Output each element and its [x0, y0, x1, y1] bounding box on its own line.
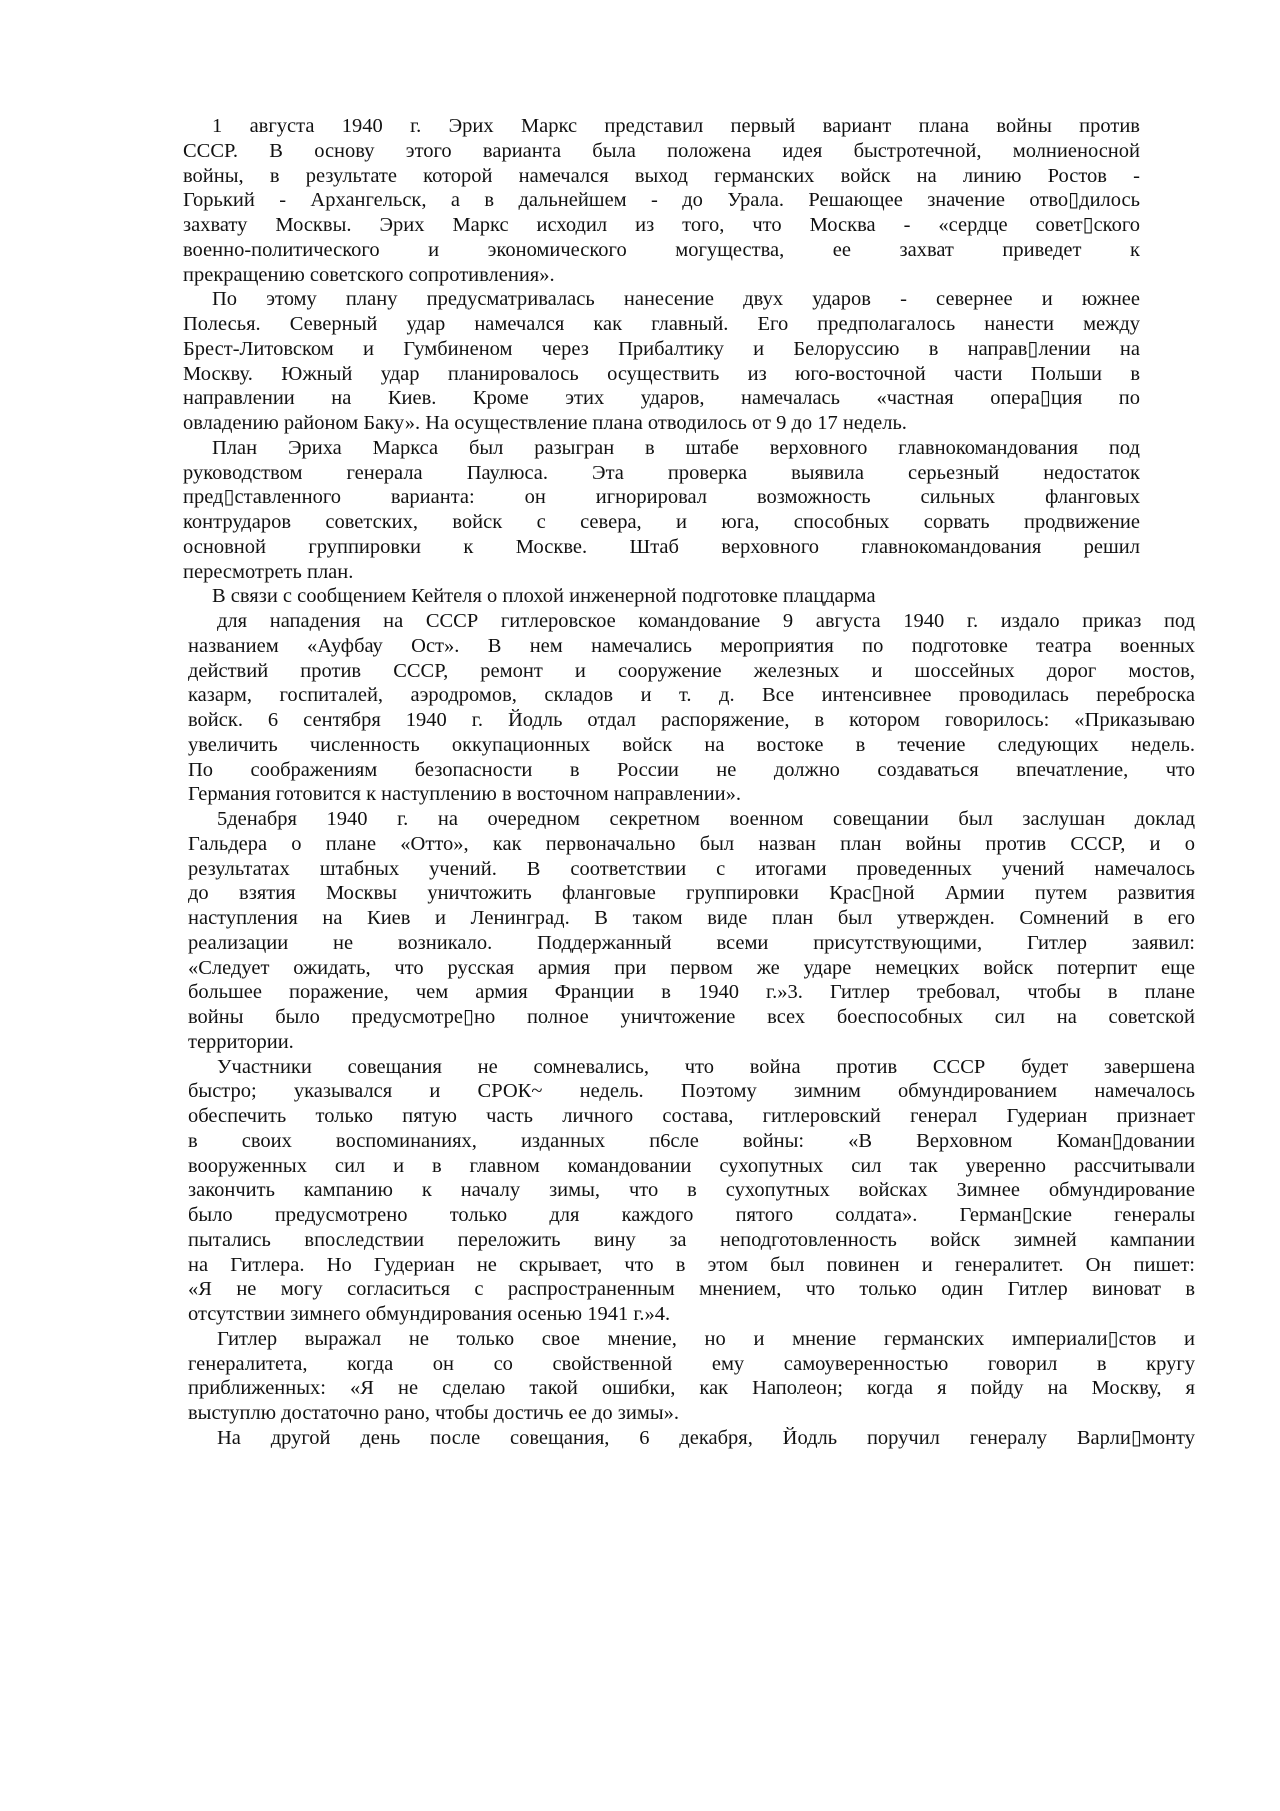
- text-line: овладению районом Баку». На осуществление плана отводилось от 9 до 17 недель.: [183, 412, 907, 434]
- text-line: руководством генерала Паулюса. Эта проверка выявила серьезный недостаток: [183, 461, 1140, 484]
- text-line: на Гитлера. Но Гудериан не скрывает, что в этом был повинен и генералитет. Он пишет:: [188, 1253, 1195, 1276]
- text-line: Германия готовится к наступлению в восточном направлении».: [188, 783, 741, 806]
- text-line: СССР. В основу этого варианта была положена идея быстротечной, молниеносной: [183, 139, 1140, 162]
- text-line: основной группировки к Москве. Штаб верховного главнокомандования решил: [183, 535, 1140, 558]
- text-line: пред▯ставленного варианта: он игнорировал возможность сильных фланговых: [183, 484, 1140, 509]
- text-line: наступления на Киев и Ленинград. В таком виде план был утвержден. Сомнений в его: [188, 907, 1195, 929]
- text-line: приближенных: «Я не сделаю такой ошибки, как Наполеон; когда я пойду на Москву, я: [188, 1377, 1195, 1400]
- text-line: выступлю достаточно рано, чтобы достичь ее до зимы».: [188, 1402, 679, 1424]
- text-line: «Я не могу согласиться с распространенным мнением, что только один Гитлер виноват в: [188, 1278, 1195, 1301]
- text-line: прекращению советского сопротивления».: [183, 263, 555, 286]
- text-line: до взятия Москвы уничтожить фланговые группировки Крас▯ной Армии путем развития: [188, 880, 1195, 905]
- text-line: 5денабря 1940 г. на очередном секретном военном совещании был заслушан доклад: [217, 808, 1195, 830]
- text-line: пытались впоследствии переложить вину за неподготовленность войск зимней кампании: [188, 1228, 1195, 1251]
- text-line: Горький - Архангельск, а в дальнейшем - до Урала. Решающее значение отво▯дилось: [183, 187, 1140, 212]
- text-line: захвату Москвы. Эрих Маркс исходил из того, что Москва - «сердце совет▯ского: [183, 212, 1140, 236]
- text-line: Гальдера о плане «Отто», как первоначально был назван план войны против СССР, и о: [188, 832, 1195, 855]
- text-line: войск. 6 сентября 1940 г. Йодль отдал распоряжение, в котором говорилось: «Приказываю: [188, 709, 1195, 731]
- missing-glyph-icon: ▯: [1068, 187, 1080, 212]
- text-line: Москву. Южный удар планировалось осуществить из юго-восточной части Польши в: [183, 362, 1140, 385]
- text-line: По соображениям безопасности в России не должно создаваться впечатление, что: [188, 758, 1195, 781]
- text-line: направлении на Киев. Кроме этих ударов, намечалась «частная опера▯ция по: [183, 385, 1140, 410]
- text-line: «Следует ожидать, что русская армия при первом же ударе немецких войск потерпит еще: [188, 956, 1195, 979]
- missing-glyph-icon: ▯: [1130, 1424, 1142, 1449]
- text-line: закончить кампанию к началу зимы, что в сухопутных войсках Зимнее обмундирование: [188, 1179, 1195, 1202]
- text-line: было предусмотрено только для каждого пятого солдата». Герман▯ские генералы: [188, 1202, 1195, 1226]
- text-line: войны, в результате которой намечался выход германских войск на линию Ростов -: [183, 164, 1140, 187]
- text-line: реализации не возникало. Поддержанный всеми присутствующими, Гитлер заявил:: [188, 931, 1195, 954]
- missing-glyph-icon: ▯: [223, 484, 235, 509]
- text-line: План Эриха Маркса был разыгран в штабе верховного главнокомандования под: [212, 436, 1140, 459]
- text-line: Гитлер выражал не только свое мнение, но и мнение германских империали▯стов и: [217, 1325, 1195, 1350]
- text-line: действий против СССР, ремонт и сооружение железных и шоссейных дорог мостов,: [188, 659, 1195, 682]
- text-line: отсутствии зимнего обмундирования осенью 1941 г.»4.: [188, 1303, 671, 1325]
- text-line: увеличить численность оккупационных войск на востоке в течение следующих недель.: [188, 733, 1195, 756]
- text-line: В связи с сообщением Кейтеля о плохой инженерной подготовке плацдарма: [212, 585, 876, 608]
- text-line: для нападения на СССР гитлеровское командование 9 августа 1940 г. издало приказ под: [217, 610, 1195, 632]
- missing-glyph-icon: ▯: [1039, 385, 1051, 410]
- text-line: быстро; указывался и СРОК~ недель. Поэтому зимним обмундированием намечалось: [188, 1080, 1195, 1103]
- text-line: большее поражение, чем армия Франции в 1940 г.»3. Гитлер требовал, чтобы в плане: [188, 981, 1195, 1004]
- text-line: войны было предусмотре▯но полное уничтожение всех боеспособных сил на советской: [188, 1004, 1196, 1028]
- missing-glyph-icon: ▯: [1021, 1202, 1033, 1226]
- text-line: Полесья. Северный удар намечался как главный. Его предполагалось нанести между: [183, 313, 1140, 335]
- text-line: казарм, госпиталей, аэродромов, складов и т. д. Все интенсивнее проводилась переброска: [188, 684, 1195, 707]
- text-line: территории.: [188, 1030, 294, 1053]
- missing-glyph-icon: ▯: [1107, 1325, 1119, 1350]
- text-line: результатах штабных учений. В соответствии с итогами проведенных учений намечалось: [188, 857, 1195, 880]
- text-line: вооруженных сил и в главном командовании сухопутных сил так уверенно рассчитывали: [188, 1154, 1195, 1177]
- text-line: генералитета, когда он со свойственной ему самоуверенностью говорил в кругу: [188, 1352, 1195, 1375]
- text-line: обеспечить только пятую часть личного состава, гитлеровский генерал Гудериан признает: [188, 1105, 1195, 1127]
- text-line: На другой день после совещания, 6 декабря, Йодль поручил генералу Варли▯монту: [217, 1424, 1195, 1449]
- missing-glyph-icon: ▯: [871, 880, 883, 905]
- text-line: военно-политического и экономического могущества, ее захват приведет к: [183, 238, 1140, 261]
- missing-glyph-icon: ▯: [1111, 1127, 1123, 1152]
- text-line: Брест-Литовском и Гумбиненом через Прибалтику и Белоруссию в направ▯лении на: [183, 335, 1140, 360]
- missing-glyph-icon: ▯: [1027, 335, 1039, 360]
- missing-glyph-icon: ▯: [463, 1004, 475, 1028]
- text-line: названием «Ауфбау Ост». В нем намечались мероприятия по подготовке театра военных: [188, 634, 1195, 657]
- text-line: Участники совещания не сомневались, что война против СССР будет завершена: [217, 1055, 1195, 1078]
- text-line: контрударов советских, войск с севера, и юга, способных сорвать продвижение: [183, 511, 1140, 533]
- text-line: пересмотреть план.: [183, 560, 354, 583]
- text-line: в своих воспоминаниях, изданных п6сле войны: «В Верховном Коман▯довании: [188, 1127, 1195, 1152]
- text-line: 1 августа 1940 г. Эрих Маркс представил первый вариант плана войны против: [212, 115, 1140, 137]
- text-line: По этому плану предусматривалась нанесение двух ударов - севернее и южнее: [212, 288, 1140, 311]
- missing-glyph-icon: ▯: [1082, 212, 1094, 236]
